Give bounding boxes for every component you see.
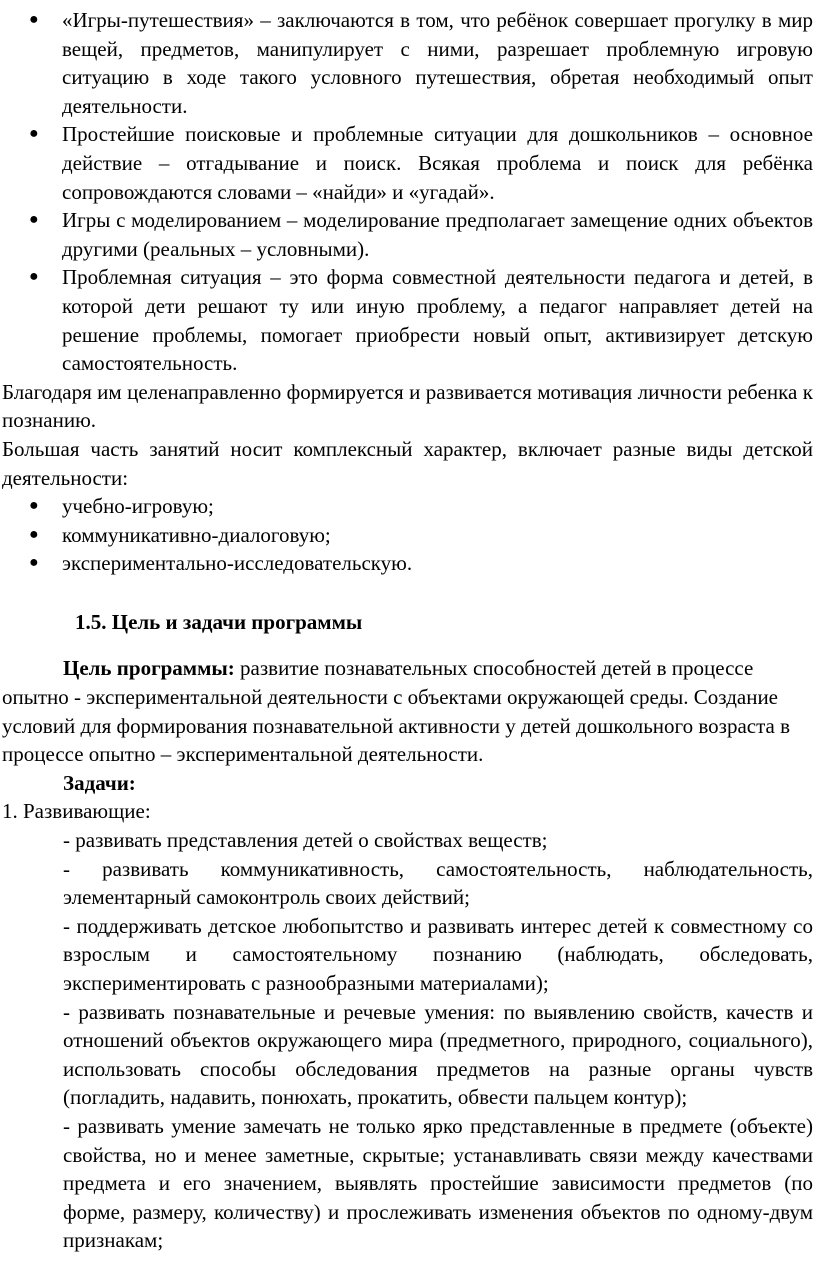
list-item xyxy=(2,521,813,550)
task-item: - развивать умение замечать не только ярко представленные в предмете (объекте) свойства, но и менее заметные, скрытые; устанавливать связи между качествами предмета и его значением, выявлять простейшие зависимости предметов (по форме, размеру, количеству) и прослеживать изменения объектов по одному-двум признакам; xyxy=(63,1113,813,1253)
bullet-icon: ● xyxy=(29,125,39,143)
task-item: - развивать коммуникативность, самостоятельность, наблюдательность, элементарный самоконтроль своих действий; xyxy=(63,856,813,910)
bullet-icon: ● xyxy=(29,211,39,229)
list-item-text: Простейшие поисковые и проблемные ситуации для дошкольников – основное действие – отгадывание и поиск. Всякая проблема и поиск для ребёнка сопровождаются словами – «найди» и «угадай». xyxy=(62,122,813,204)
task-item: - развивать познавательные и речевые умения: по выявлению свойств, качеств и отношений объектов окружающего мира (предметного, природного, социального), использовать способы обследования предметов на разные органы чувств (погладить, надавить, понюхать, прокатить, обвести пальцем контур); xyxy=(63,999,813,1110)
complex-paragraph: Большая часть занятий носит комплексный характер, включает разные виды детской деятельности: xyxy=(2,436,813,490)
bullet-icon: ● xyxy=(29,525,39,543)
bullet-icon: ● xyxy=(29,497,39,515)
task-item: - поддерживать детское любопытство и развивать интерес детей к совместному со взрослым и самостоятельному познанию (наблюдать, обследовать, экспериментировать с разнообразными материалами); xyxy=(63,913,813,995)
tasks-list xyxy=(2,826,813,1255)
list-item xyxy=(2,549,813,578)
list-item-text: коммуникативно-диалоговую; xyxy=(62,522,331,547)
section-title: 1.5. Цель и задачи программы xyxy=(75,609,363,634)
bullet-icon: ● xyxy=(29,554,39,572)
goal-label: Цель программы: xyxy=(63,656,235,681)
bullet-icon: ● xyxy=(29,268,39,286)
list-item xyxy=(2,120,813,206)
list-item xyxy=(2,6,813,120)
list-item xyxy=(2,492,813,521)
task-item: - развивать представления детей о свойствах веществ; xyxy=(63,828,548,853)
list-item-text: экспериментально-исследовательскую. xyxy=(62,551,413,576)
bullet-icon: ● xyxy=(29,11,39,28)
list-item xyxy=(2,206,813,263)
tasks-heading: Задачи: xyxy=(63,770,136,795)
activities-list xyxy=(2,492,813,578)
list-item-text: Игры с моделированием – моделирование предполагает замещение одних объектов другими (реальных – условными). xyxy=(62,208,813,261)
tasks-group-title: 1. Развивающие: xyxy=(2,799,151,824)
list-item-text: учебно-игровую; xyxy=(62,494,214,519)
list-item-text: Проблемная ситуация – это форма совместной деятельности педагога и детей, в которой дети решают ту или иную проблему, а педагог направляет детей на решение проблемы, помогает приобрести новый опыт, активизирует детскую самостоятельность. xyxy=(62,265,813,376)
game-types-list xyxy=(2,6,813,378)
list-item xyxy=(2,263,813,377)
list-item-text: «Игры-путешествия» – заключаются в том, что ребёнок совершает прогулку в мир вещей, предметов, манипулирует с ними, разрешает проблемную игровую ситуацию в ходе такого условного путешествия, обретая необходимый опыт деятельности. xyxy=(62,8,813,118)
motivation-paragraph: Благодаря им целенаправленно формируется и развивается мотивация личности ребенка к познанию. xyxy=(2,379,813,433)
goal-paragraph xyxy=(2,654,813,768)
goal-text: развитие познавательных способностей детей в процессе опытно - экспериментальной деятельности с объектами окружающей среды. Создание условий для формирования познавательной активности у детей дошкольного возраста в процессе опытно – экспериментальной деятельности. xyxy=(2,656,791,767)
